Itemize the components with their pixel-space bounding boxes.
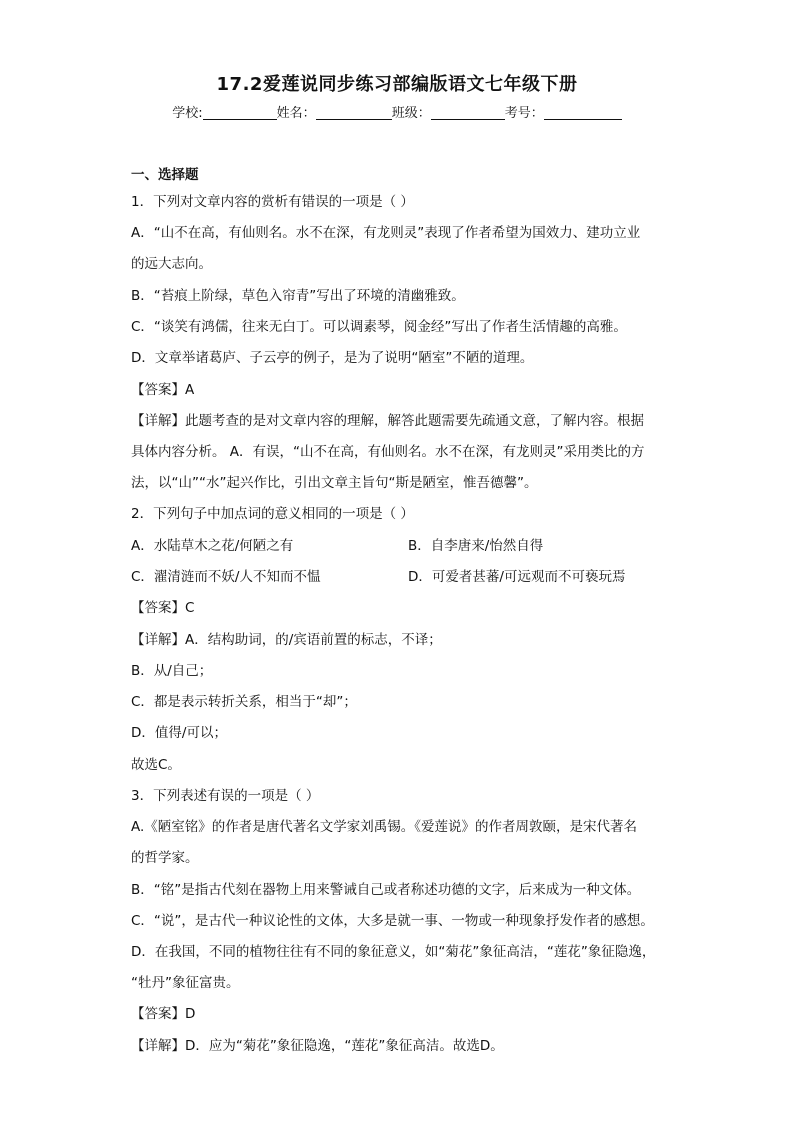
q1-option-b: B．“苔痕上阶绿，草色入帘青”写出了环境的清幽雅致。	[131, 288, 465, 304]
q2-option-a: A．水陆草木之花/何陋之有	[131, 538, 294, 554]
q1-option-d: D．文章举诸葛庐、子云亭的例子，是为了说明“陋室”不陋的道理。	[131, 350, 534, 366]
class-blank[interactable]	[431, 105, 505, 120]
q2-detail-line5: 故选C。	[131, 757, 181, 773]
q3-option-a-line1: A.《陋室铭》的作者是唐代著名文学家刘禹锡。《爱莲说》的作者周敦颐，是宋代著名	[131, 819, 638, 835]
q1-detail-line1: 【详解】此题考查的是对文章内容的理解，解答此题需要先疏通文意，了解内容。根据	[131, 413, 644, 429]
class-label: 班级：	[391, 106, 431, 121]
school-label: 学校:	[172, 106, 203, 121]
q1-option-a-line2: 的远大志向。	[131, 256, 212, 272]
q2-option-c: C．濯清涟而不妖/人不知而不愠	[131, 569, 321, 585]
q2-detail-line3: C．都是表示转折关系，相当于“却”；	[131, 694, 357, 710]
exam-number-blank[interactable]	[544, 105, 622, 120]
q1-option-c: C．“谈笑有鸿儒，往来无白丁。可以调素琴，阅金经”写出了作者生活情趣的高雅。	[131, 319, 627, 335]
q2-answer: 【答案】C	[131, 600, 195, 616]
q1-stem: 1．下列对文章内容的赏析有错误的一项是（ ）	[131, 194, 414, 210]
q1-detail-line2: 具体内容分析。 A．有误，“山不在高，有仙则名。水不在深，有龙则灵”采用类比的方	[131, 444, 645, 460]
q1-detail-line3: 法，以“山”“水”起兴作比，引出文章主旨句“斯是陋室，惟吾德馨”。	[131, 475, 538, 491]
q3-option-d-line1: D．在我国，不同的植物往往有不同的象征意义，如“菊花”象征高洁，“莲花”象征隐逸，	[131, 944, 656, 960]
q2-stem: 2．下列句子中加点词的意义相同的一项是（ ）	[131, 506, 414, 522]
q3-option-b: B．“铭”是指古代刻在器物上用来警诫自己或者称述功德的文字，后来成为一种文体。	[131, 882, 641, 898]
q3-option-c: C．“说”，是古代一种议论性的文体，大多是就一事、一物或一种现象抒发作者的感想。	[131, 913, 654, 929]
q1-answer: 【答案】A	[131, 382, 195, 398]
q2-detail-line4: D．值得/可以；	[131, 725, 227, 741]
q2-detail-line2: B．从/自己；	[131, 663, 213, 679]
section-title: 一、选择题	[131, 167, 199, 183]
name-label: 姓名：	[276, 106, 316, 121]
exam-label: 考号：	[504, 106, 544, 121]
q3-option-d-line2: “牡丹”象征富贵。	[131, 975, 240, 991]
q2-option-d: D．可爱者甚蕃/可远观而不可亵玩焉	[408, 569, 626, 585]
q2-detail-line1: 【详解】A．结构助词，的/宾语前置的标志，不译；	[131, 632, 442, 648]
student-info-row	[0, 102, 794, 121]
q3-answer: 【答案】D	[131, 1006, 196, 1022]
q3-stem: 3．下列表述有误的一项是（ ）	[131, 788, 320, 804]
q2-option-b: B．自李唐来/怡然自得	[408, 538, 544, 554]
q3-detail-line1: 【详解】D．应为“菊花”象征隐逸，“莲花”象征高洁。故选D。	[131, 1038, 504, 1054]
name-blank[interactable]	[316, 105, 392, 120]
q1-option-a-line1: A．“山不在高，有仙则名。水不在深，有龙则灵”表现了作者希望为国效力、建功立业	[131, 225, 641, 241]
q3-option-a-line2: 的哲学家。	[131, 850, 199, 866]
document-title: 17.2爱莲说同步练习部编版语文七年级下册	[216, 74, 578, 95]
school-blank[interactable]	[203, 105, 277, 120]
